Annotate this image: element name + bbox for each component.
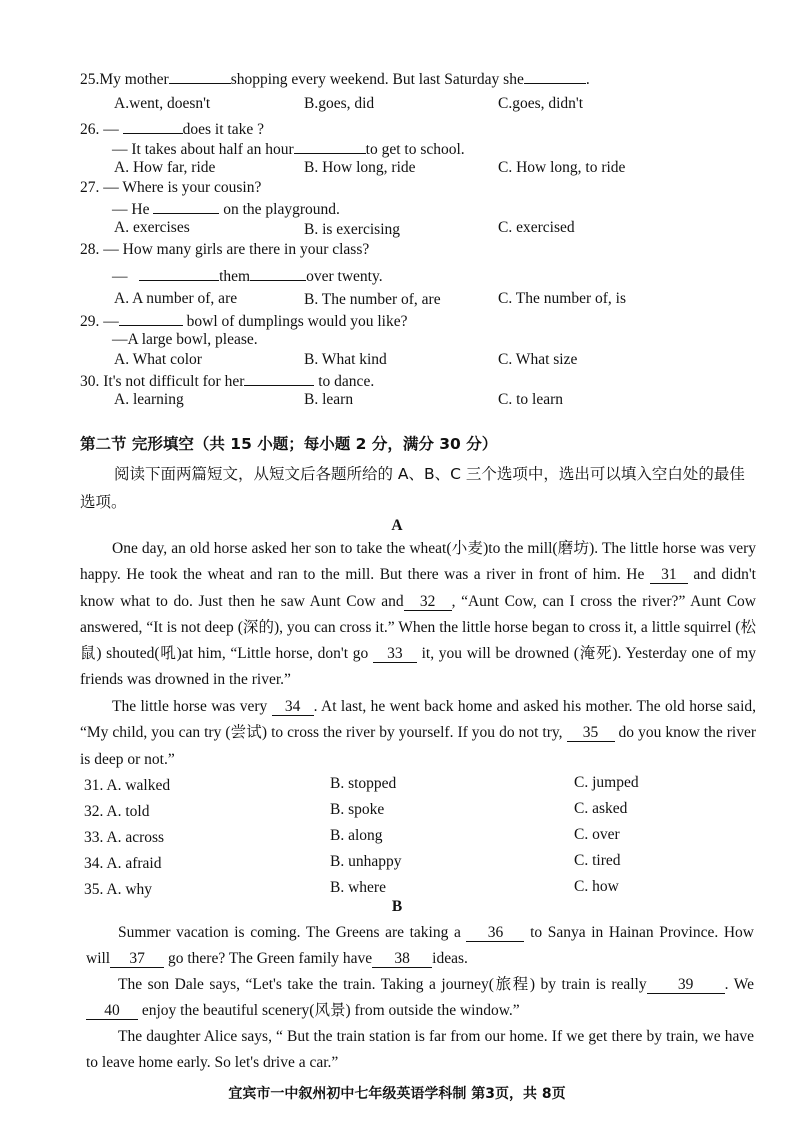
cloze-blank-32: 32 <box>404 594 452 611</box>
page-footer: 宜宾市一中叙州初中七年级英语学科制 第3页，共 8页 <box>228 1086 566 1102</box>
option-a: A. A number of, are <box>114 290 238 307</box>
passage-b-heading: B <box>391 898 403 915</box>
question-27-line2: — He on the playground. <box>112 198 340 220</box>
answer-blank <box>153 198 219 214</box>
option-a: A. learning <box>114 391 184 408</box>
question-27: 27. — Where is your cousin? <box>80 179 262 196</box>
option-a: A. What color <box>114 351 202 368</box>
cloze-blank-37: 37 <box>110 951 164 968</box>
option-34-b: B. unhappy <box>330 853 402 870</box>
option-c: C.goes, didn't <box>498 95 584 112</box>
option-c: C. to learn <box>498 391 563 408</box>
option-33-b: B. along <box>330 827 383 844</box>
cloze-blank-31: 31 <box>650 567 688 584</box>
option-33-c: C. over <box>574 826 620 843</box>
option-35-c: C. how <box>574 878 619 895</box>
passage-a-heading: A <box>391 517 403 534</box>
option-31-b: B. stopped <box>330 775 397 792</box>
option-32-a: 32. A. told <box>84 803 150 820</box>
option-34-a: 34. A. afraid <box>84 855 162 872</box>
passage-a-paragraph-1: One day, an old horse asked her son to take the wheat(小麦)to the mill(磨坊). The little horse was very happy. He took the wheat and ran to the mill. But there was a river in front of him. He 31 and didn't know what to do. Just then he saw Aunt Cow and 32 , “Aunt Cow, can I cross the river?” Aunt Cow answered, “It is not deep (深的), you can cross it.” When the little horse began to cross it, a little squirrel (松鼠) shouted(吼)at him, “Little horse, don't go 33 it, you will be drowned (淹死). Yesterday one of my friends was drowned in the river.” <box>80 540 756 689</box>
option-35-b: B. where <box>330 879 386 896</box>
question-26-line2: — It takes about half an hour to get to school. <box>112 138 465 160</box>
option-34-c: C. tired <box>574 852 621 869</box>
option-b: B. is exercising <box>304 221 400 238</box>
question-29-line2: —A large bowl, please. <box>112 331 258 348</box>
section-instructions-cont: 选项。 <box>80 493 127 511</box>
option-c: C. The number of, is <box>498 290 627 307</box>
question-30: 30. It's not difficult for her to dance. <box>80 370 374 392</box>
cloze-blank-36: 36 <box>466 925 524 942</box>
question-26: 26. — does it take ? <box>80 118 264 140</box>
cloze-blank-35: 35 <box>567 725 615 742</box>
option-32-b: B. spoke <box>330 801 385 818</box>
option-c: C. What size <box>498 351 578 368</box>
question-29: 29. — bowl of dumplings would you like? <box>80 310 408 332</box>
question-28: 28. — How many girls are there in your class? <box>80 241 370 258</box>
answer-blank <box>139 265 219 281</box>
answer-blank <box>169 68 231 84</box>
answer-blank <box>244 370 314 386</box>
option-b: B.goes, did <box>304 95 375 112</box>
option-a: A.went, doesn't <box>114 95 211 112</box>
cloze-blank-34: 34 <box>272 699 314 716</box>
option-35-a: 35. A. why <box>84 881 153 898</box>
option-c: C. How long, to ride <box>498 159 626 176</box>
section-title: 第二节 完形填空（共 15 小题；每小题 2 分，满分 30 分） <box>80 435 498 453</box>
passage-a-paragraph-2: The little horse was very 34 . At last, he went back home and asked his mother. The old horse said, “My child, you can try (尝试) to cross the river by yourself. If you do not try, 35 do you know the river is deep or not.” <box>80 698 757 768</box>
option-b: B. What kind <box>304 351 387 368</box>
answer-blank <box>250 265 306 281</box>
answer-blank <box>524 68 586 84</box>
answer-blank <box>119 310 183 326</box>
answer-blank <box>123 118 183 134</box>
option-b: B. The number of, are <box>304 291 441 308</box>
section-instructions: 阅读下面两篇短文，从短文后各题所给的 A、B、C 三个选项中，选出可以填入空白处的最佳 <box>114 465 745 483</box>
answer-blank <box>294 138 366 154</box>
passage-b-paragraph-2: The son Dale says, “Let's take the train. Taking a journey(旅程) by train is really 39 . We 40 enjoy the beautiful scenery(风景) from outside the window.” <box>86 972 754 1025</box>
option-33-a: 33. A. across <box>84 829 165 846</box>
cloze-blank-40: 40 <box>86 1003 138 1020</box>
passage-b-paragraph-1: Summer vacation is coming. The Greens are taking a 36 to Sanya in Hainan Province. How will 37 go there? The Green family have 38 ideas. <box>86 924 754 968</box>
option-a: A. How far, ride <box>114 159 216 176</box>
option-a: A. exercises <box>114 219 190 236</box>
cloze-blank-39: 39 <box>647 977 725 994</box>
option-b: B. How long, ride <box>304 159 416 176</box>
passage-b-paragraph-3: The daughter Alice says, “ But the train station is far from our home. If we get there by train, we have to leave home early. So let's drive a car.” <box>86 1028 754 1072</box>
option-c: C. exercised <box>498 219 575 236</box>
cloze-blank-38: 38 <box>372 951 432 968</box>
option-31-a: 31. A. walked <box>84 777 171 794</box>
option-32-c: C. asked <box>574 800 628 817</box>
question-28-line2: — them over twenty. <box>112 265 383 287</box>
question-25: 25.My mother shopping every weekend. But last Saturday she . <box>80 68 590 90</box>
option-b: B. learn <box>304 391 354 408</box>
cloze-blank-33: 33 <box>373 646 417 663</box>
option-31-c: C. jumped <box>574 774 639 791</box>
